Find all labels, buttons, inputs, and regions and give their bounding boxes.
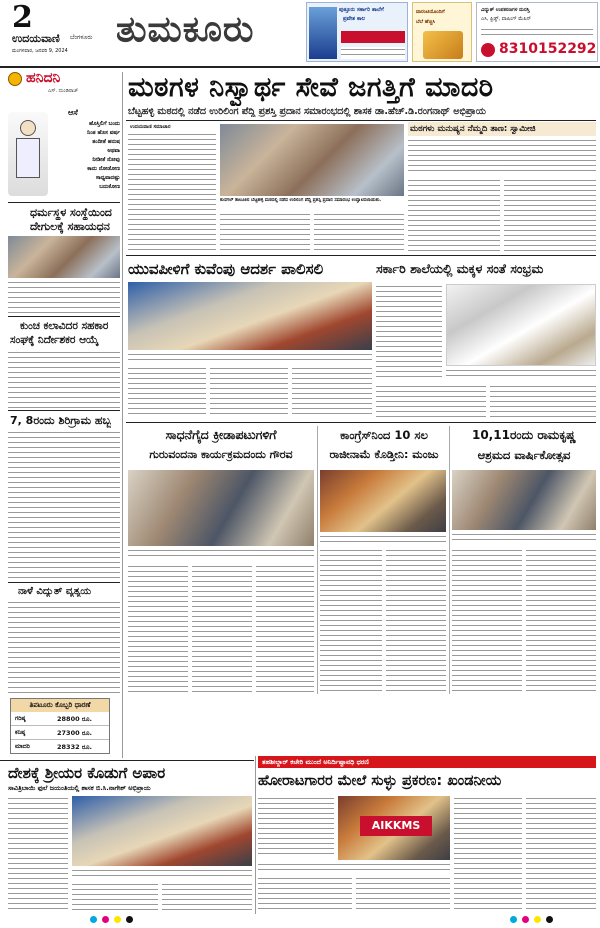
column-divider xyxy=(449,426,450,694)
side-story-body xyxy=(408,178,500,252)
youth-photo xyxy=(128,282,372,350)
divider xyxy=(8,582,120,583)
divider xyxy=(8,316,120,317)
story-photo xyxy=(8,236,120,278)
bottom-left-body xyxy=(72,882,158,912)
side-story-body xyxy=(504,178,596,252)
poem-line: ಸಾಧ್ಯವಾದಷ್ಟು xyxy=(95,175,120,181)
protest-banner: AIKKMS xyxy=(360,816,432,836)
ad-text: ಪುತ್ತೂರು ಸರ್ಕಾರಿ ಶಾಲೆಗೆ xyxy=(339,7,384,13)
bottom-left-body xyxy=(8,796,68,912)
left-story1-headline: ದೇಗುಲಕ್ಕೆ ಸಹಾಯಧನ xyxy=(30,220,110,233)
ramakrishna-body xyxy=(526,548,596,694)
poem-line: ಬದುಕೋಣ xyxy=(99,184,120,190)
ad-text: ಪ್ರವೇಶ ಕಾಲ xyxy=(343,16,366,22)
lead-subhead: ಬೆಟ್ಟಹಳ್ಳಿ ಮಠದಲ್ಲಿ ನಡೆದ ಉರಿಲಿಂಗ ಪೆದ್ದಿ ಪ್ರಶಸ್ತಿ ಪ್ರದಾನ ಸಮಾರಂಭದಲ್ಲಿ ಶಾಸಕ ಡಾ.ಹೆಚ್.ಡಿ.ರಂಗನಾಥ್ ಅಭಿಪ್ರಾಯ xyxy=(128,106,486,117)
story-body-text xyxy=(8,430,120,580)
lead-photo xyxy=(220,124,404,196)
school-body xyxy=(490,384,596,418)
left-story4-headline: ನಾಳೆ ವಿದ್ಯುತ್ ವ್ಯತ್ಯಯ xyxy=(18,586,92,597)
poem-line: ತಂದೀತೆ ಹರುಷ xyxy=(92,139,120,145)
school-photo xyxy=(446,284,596,366)
price-value: 28332 ರೂ. xyxy=(57,743,92,751)
bottom-right-caption xyxy=(258,862,450,872)
left-story2-headline: ಕುಂಚ ಕಲಾವಿದರ ಸಹಕಾರ xyxy=(20,320,109,332)
lead-headline: ಮಠಗಳ ನಿಸ್ವಾರ್ಥ ಸೇವೆ ಜಗತ್ತಿಗೆ ಮಾದರಿ xyxy=(128,72,494,103)
divider xyxy=(126,422,596,423)
ramakrishna-photo xyxy=(452,470,596,530)
price-row xyxy=(11,727,109,740)
divider xyxy=(8,202,120,203)
ad-appliance-repair[interactable] xyxy=(476,2,598,62)
cartoon-illustration xyxy=(8,112,48,196)
bottom-right-body xyxy=(356,876,450,912)
price-label: ಕನಿಷ್ಠ xyxy=(15,729,26,736)
honey-brand: ಹನಿದನಿ xyxy=(26,70,61,86)
ramakrishna-headline: 10,11ರಂದು ರಾಮಕೃಷ್ಣ xyxy=(471,428,577,442)
price-value: 27300 ರೂ. xyxy=(57,729,92,737)
sports-headline: ಸಾಧನೆಗೈದ ಕ್ರೀಡಾಪಟುಗಳಿಗೆ xyxy=(165,427,277,442)
edition-label: ಬೆಂಗಳೂರು xyxy=(70,34,93,41)
registration-marks xyxy=(510,916,570,924)
poem-line: ನಿಂತ ಹೊಸ ವರ್ಷ xyxy=(87,130,120,136)
congress-body xyxy=(320,548,382,694)
congress-photo xyxy=(320,470,446,532)
bottom-right-kicker: ತಹಶೀಲ್ದಾರ್ ಕಚೇರಿ ಮುಂದೆ ಅನಿರ್ದಿಷ್ಟಾವಧಿ ಧರಣಿ xyxy=(258,756,596,768)
bottom-right-headline: ಹೋರಾಟಗಾರರ ಮೇಲೆ ಸುಳ್ಳು ಪ್ರಕರಣ: ಖಂಡನೀಯ xyxy=(258,773,502,789)
bottom-right-body xyxy=(526,796,596,912)
bottom-right-body xyxy=(258,796,334,856)
congress-body xyxy=(386,548,446,694)
bottom-left-caption xyxy=(72,868,252,878)
story-body-text xyxy=(8,350,120,408)
poem-lines xyxy=(54,120,120,192)
lead-body-text xyxy=(220,212,310,250)
ad-body-text xyxy=(481,27,593,37)
ad-text: ವಿದ್ಯುತ್ ಉಪಕರಣಗಳ ದುರಸ್ತಿ xyxy=(481,7,530,13)
ad-red-banner xyxy=(341,31,405,43)
lead-body-text xyxy=(128,132,216,250)
sports-body xyxy=(192,564,252,694)
byline: ಉದಯವಾಣಿ ಸಮಾಚಾರ xyxy=(130,124,171,130)
ad-text: ವಾರಂಟಿಯೊಂದಿಗೆ xyxy=(416,9,445,15)
youth-body xyxy=(128,366,206,416)
ad-warranty[interactable] xyxy=(412,2,472,62)
price-label: ಗರಿಷ್ಠ xyxy=(15,715,26,722)
story-body-text xyxy=(8,280,120,314)
divider xyxy=(0,760,254,761)
ad-school-admission[interactable] xyxy=(306,2,408,62)
poem-line: ಹೊಸ್ತಿಲಿಗೆ ಬಂದು xyxy=(88,121,120,127)
honey-author: ಎಸ್. ದುಂಡಿರಾಜ್ xyxy=(48,88,79,94)
lead-photo-caption: ಕುಣಿಗಲ್ ತಾಲೂಕಿನ ಬೆಟ್ಟಹಳ್ಳಿ ಮಠದಲ್ಲಿ ನಡೆದ ಉರಿಲಿಂಗ ಪೆದ್ದಿ ಪ್ರಶಸ್ತಿ ಪ್ರದಾನ ಸಮಾರಂಭ ಉದ್ಘಾಟಿಸಲಾಯಿತು. xyxy=(220,198,382,203)
bottom-left-headline: ದೇಶಕ್ಕೆ ಶ್ರೀಯರ ಕೊಡುಗೆ ಅಪಾರ xyxy=(8,764,166,782)
page-number: 2 xyxy=(12,0,33,35)
left-story1-headline: ಧರ್ಮಸ್ಥಳ ಸಂಸ್ಥೆಯಿಂದ xyxy=(30,206,112,219)
school-caption xyxy=(446,368,596,378)
price-row xyxy=(11,741,109,754)
bottom-left-photo xyxy=(72,796,252,866)
sports-photo xyxy=(128,470,314,546)
bottom-left-subhead: ಸಾವಿತ್ರಿಬಾಯಿ ಫುಲೆ ಜಯಂತಿಯಲ್ಲಿ ಶಾಸಕ ಬಿ.ಸಿ.ನಾಗೇಶ್ ಅಭಿಪ್ರಾಯ xyxy=(8,784,151,792)
school-body xyxy=(376,384,486,418)
sports-body xyxy=(256,564,314,694)
youth-body xyxy=(292,366,372,416)
ad-image xyxy=(423,31,463,59)
left-story3-headline: 7, 8ರಂದು ಶಿರಿಗ್ರಾಮ ಹಬ್ಬ xyxy=(10,414,112,427)
ramakrishna-headline: ಆಶ್ರಮದ ವಾರ್ಷಿಕೋತ್ಸವ xyxy=(477,448,571,462)
youth-headline: ಯುವಪೀಳಿಗೆ ಕುವೆಂಪು ಆದರ್ಶ ಪಾಲಿಸಲಿ xyxy=(128,260,324,278)
ad-text: ಎಸಿ, ಫ್ರಿಡ್ಜ್, ವಾಷಿಂಗ್ ಮೆಷಿನ್ xyxy=(481,16,532,22)
paper-name: ಉದಯವಾಣಿ xyxy=(12,32,60,45)
sports-headline: ಗುರುವಂದನಾ ಕಾರ್ಯಕ್ರಮದಂದು ಗೌರವ xyxy=(149,448,293,461)
sports-body xyxy=(128,564,188,694)
registration-marks xyxy=(90,916,150,924)
price-row xyxy=(11,713,109,726)
honey-column xyxy=(8,72,120,200)
phone-icon xyxy=(481,43,495,57)
bottom-left-body xyxy=(162,882,252,912)
bottom-right-body xyxy=(454,796,522,912)
divider xyxy=(126,255,596,256)
masthead xyxy=(0,0,600,66)
school-body xyxy=(376,284,442,380)
price-label: ಮಾದರಿ xyxy=(15,743,30,750)
school-headline: ಸರ್ಕಾರಿ ಶಾಲೆಯಲ್ಲಿ ಮಕ್ಕಳ ಸಂತೆ ಸಂಭ್ರಮ xyxy=(376,261,544,276)
ad-image xyxy=(309,7,337,59)
bottom-right-body xyxy=(258,876,352,912)
column-divider xyxy=(122,72,123,758)
congress-headline: ರಾಜೀನಾಮೆ ಕೊಡ್ತೀನಿ: ಮಂಜು xyxy=(329,448,439,461)
column-divider xyxy=(317,426,318,694)
congress-caption xyxy=(320,534,446,544)
divider xyxy=(8,410,120,411)
youth-body xyxy=(210,366,288,416)
price-value: 28800 ರೂ. xyxy=(57,715,92,723)
youth-caption xyxy=(128,352,372,362)
coconut-price-box xyxy=(10,698,110,754)
honey-bee-icon xyxy=(8,72,22,86)
coconut-price-title: ತಿಪಟೂರು ಕೊಬ್ಬರಿ ಧಾರಣೆ xyxy=(11,699,109,712)
divider xyxy=(126,120,596,121)
side-story-headline: ಮಠಗಳು ಮನುಷ್ಯನ ನೆಮ್ಮದಿ ತಾಣ: ಸ್ವಾಮೀಜಿ xyxy=(408,122,596,136)
poem-line: ಕಾದು ನೋಡೋಣ xyxy=(87,166,120,172)
congress-headline: ಕಾಂಗ್ರೆಸ್‌ನಿಂದ 10 ಸಲ xyxy=(340,428,428,442)
poem-line: ಅಥವಾ xyxy=(107,148,120,154)
story-body-text xyxy=(8,600,120,696)
city-title: ತುಮಕೂರು xyxy=(116,9,255,50)
sports-caption xyxy=(128,548,314,560)
masthead-divider xyxy=(0,66,600,68)
date-line: ಮಂಗಳವಾರ, ಜನವರಿ 9, 2024 xyxy=(12,48,68,54)
ramakrishna-body xyxy=(452,548,522,694)
left-story2-headline: ಸಂಘಕ್ಕೆ ನಿರ್ದೇಶಕರ ಆಯ್ಕೆ xyxy=(10,334,99,346)
poem-title: ಆಸೆ xyxy=(68,108,78,117)
column-divider xyxy=(255,756,256,914)
ad-body-text xyxy=(341,47,405,59)
poem-line: ನೀಡೀತೆ ನೋವು xyxy=(92,157,120,163)
side-story-box xyxy=(408,122,596,252)
ad-text: ಬೆಲೆ ಹೆಚ್ಚಿಸಿ xyxy=(416,19,435,25)
ad-phone[interactable]: 8310152292 xyxy=(499,41,597,57)
lead-body-text xyxy=(314,212,404,250)
bottom-right-photo xyxy=(338,796,450,860)
ramakrishna-caption xyxy=(452,532,596,544)
side-story-body xyxy=(408,138,596,174)
